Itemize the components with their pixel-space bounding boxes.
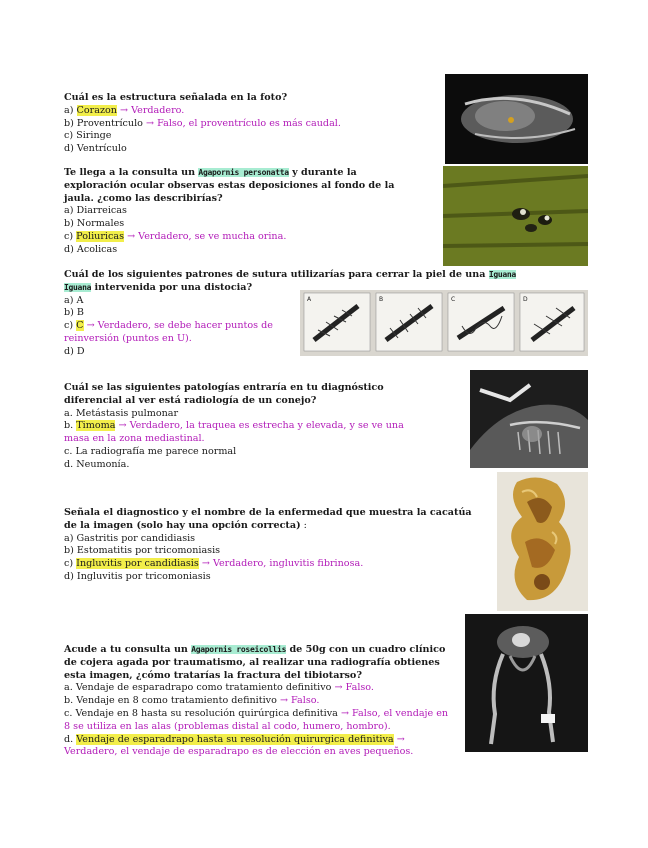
- q1-b-feedback: → Falso, el proventrículo es más caudal.: [146, 117, 341, 129]
- q6-bird-radiograph: [465, 614, 588, 752]
- q4-correct-highlight: Timoma: [76, 420, 116, 432]
- question-5-title: Señala el diagnostico y el nombre de la enfermedad que muestra la cacatúa de la imagen (solo hay una opción correcta) :: [64, 507, 472, 531]
- q3-suture-patterns-image: [300, 290, 588, 356]
- q1-option-d: d) Ventrículo: [64, 143, 127, 155]
- q1-radiograph-image: [445, 74, 588, 164]
- q6-option-a: a. Vendaje de esparadrapo como tratamiento definitivo → Falso.: [64, 682, 374, 694]
- q3-option-a: a) A: [64, 294, 84, 306]
- suture-panel-c: [448, 293, 514, 351]
- q2-option-a: a) Diarreicas: [64, 205, 127, 217]
- q2-option-d: d) Acolicas: [64, 243, 118, 255]
- q3-option-d: d) D: [64, 345, 85, 357]
- suture-panel-b-label: B: [379, 296, 384, 303]
- suture-panel-c-label: C: [451, 296, 456, 303]
- suture-panel-d-label: D: [523, 296, 528, 303]
- q1-correct-highlight: Corazon: [76, 104, 117, 116]
- q2-droppings-photo: [443, 166, 588, 266]
- question-2: [64, 167, 419, 257]
- q6-c-feedback: → Falso, el vendaje en 8 se utiliza en las alas (problemas distal al codo, humero, hombro).: [64, 707, 449, 732]
- q6-correct-highlight: Vendaje de esparadrapo hasta su resolución quirurgica definitiva: [76, 733, 394, 745]
- q4-option-b: b. Timoma → Verdadero, la traquea es estrecha y elevada, y se ve una masa en la zona mediastinal.: [64, 420, 404, 445]
- q1-b-text: b) Proventrículo: [64, 117, 143, 129]
- q6-a-feedback: → Falso.: [334, 682, 374, 694]
- q1-option-a: a) Corazon → Verdadero.: [64, 104, 185, 116]
- suture-panel-d: [520, 293, 584, 351]
- q5-option-b: b) Estomatitis por tricomoniasis: [64, 545, 221, 557]
- q5-option-a: a) Gastritis por candidiasis: [64, 532, 196, 544]
- suture-panel-a: [304, 293, 370, 351]
- question-6: [64, 644, 454, 759]
- q6-species-highlight: Agapornis roseicollis: [191, 645, 287, 654]
- question-2-title: Te llega a la consulta un Agapornis personatta y durante la exploración ocular observas estas deposiciones al fondo de la jaula. ¿como las describirías?: [64, 167, 395, 204]
- q4-option-a: a. Metástasis pulmonar: [64, 407, 179, 419]
- question-4: [64, 382, 419, 472]
- q2-correct-highlight: Poliuricas: [76, 230, 124, 242]
- question-4-title: Cuál se las siguientes patologías entraría en tu diagnóstico diferencial al ver está radiología de un conejo?: [64, 382, 384, 406]
- q1-option-b: [64, 118, 424, 131]
- q2-c-feedback: → Verdadero, se ve mucha orina.: [127, 230, 287, 242]
- q1-option-c: c) Siringe: [64, 130, 112, 142]
- q6-option-d: d. Vendaje de esparadrapo hasta su resolución quirurgica definitiva → Verdadero, el vendaje de esparadrapo es de elección en aves pequeños.: [64, 733, 414, 758]
- q3-c-feedback: → Verdadero, se debe hacer puntos de reinversión (puntos en U).: [64, 320, 273, 344]
- suture-panel-a-label: A: [307, 296, 312, 303]
- q4-option-d: d. Neumonía.: [64, 458, 130, 470]
- q4-b-feedback: → Verdadero, la traquea es estrecha y elevada, y se ve una masa en la zona mediastinal.: [64, 420, 404, 445]
- q2-option-c: c) Poliuricas → Verdadero, se ve mucha orina.: [64, 230, 287, 242]
- question-1-title: Cuál es la estructura señalada en la foto?: [64, 92, 288, 103]
- question-6-title: Acude a tu consulta un Agapornis roseicollis de 50g con un cuadro clínico de cojera agada por traumatismo, al realizar una radiografía obtienes esta imagen, ¿cómo tratarías la fractura del tibiotarso?: [64, 644, 446, 681]
- suture-panel-b: [376, 293, 442, 351]
- q6-d-feedback: → Verdadero, el vendaje de esparadrapo es de elección en aves pequeños.: [64, 733, 414, 758]
- q4-option-c: c. La radiografía me parece normal: [64, 445, 237, 457]
- q2-option-b: b) Normales: [64, 218, 125, 230]
- q3-species-highlight: Iguana Iguana: [64, 270, 516, 292]
- q5-correct-highlight: Ingluvitis por candidiasis: [76, 558, 199, 570]
- question-3-title: Cuál de los siguientes patrones de sutura utilizarías para cerrar la piel de una Iguana Iguana intervenida por una distocia?: [64, 269, 516, 293]
- q3-option-c: c) C → Verdadero, se debe hacer puntos de reinversión (puntos en U).: [64, 320, 273, 344]
- q6-option-b: b. Vendaje en 8 como tratamiento definitivo → Falso.: [64, 695, 320, 707]
- q3-option-b: b) B: [64, 307, 84, 319]
- q4-rabbit-radiograph: [470, 370, 588, 468]
- q5-option-d: d) Ingluvitis por tricomoniasis: [64, 570, 211, 582]
- question-1: [64, 92, 424, 156]
- q5-c-feedback: → Verdadero, ingluvitis fibrinosa.: [201, 558, 364, 570]
- q5-option-c: c) Ingluvitis por candidiasis → Verdadero, ingluvitis fibrinosa.: [64, 558, 364, 570]
- q3-correct-highlight: C: [76, 320, 84, 332]
- q6-option-c: c. Vendaje en 8 hasta su resolución quirúrgica definitiva → Falso, el vendaje en 8 se utiliza en las alas (problemas distal al codo, humero, hombro).: [64, 707, 449, 732]
- q1-a-feedback: → Verdadero.: [120, 104, 185, 116]
- q2-species-highlight: Agapornis personatta: [198, 168, 289, 177]
- question-5: [64, 507, 484, 584]
- q6-b-feedback: → Falso.: [279, 695, 320, 707]
- q5-cockatoo-crop-photo: [497, 472, 588, 611]
